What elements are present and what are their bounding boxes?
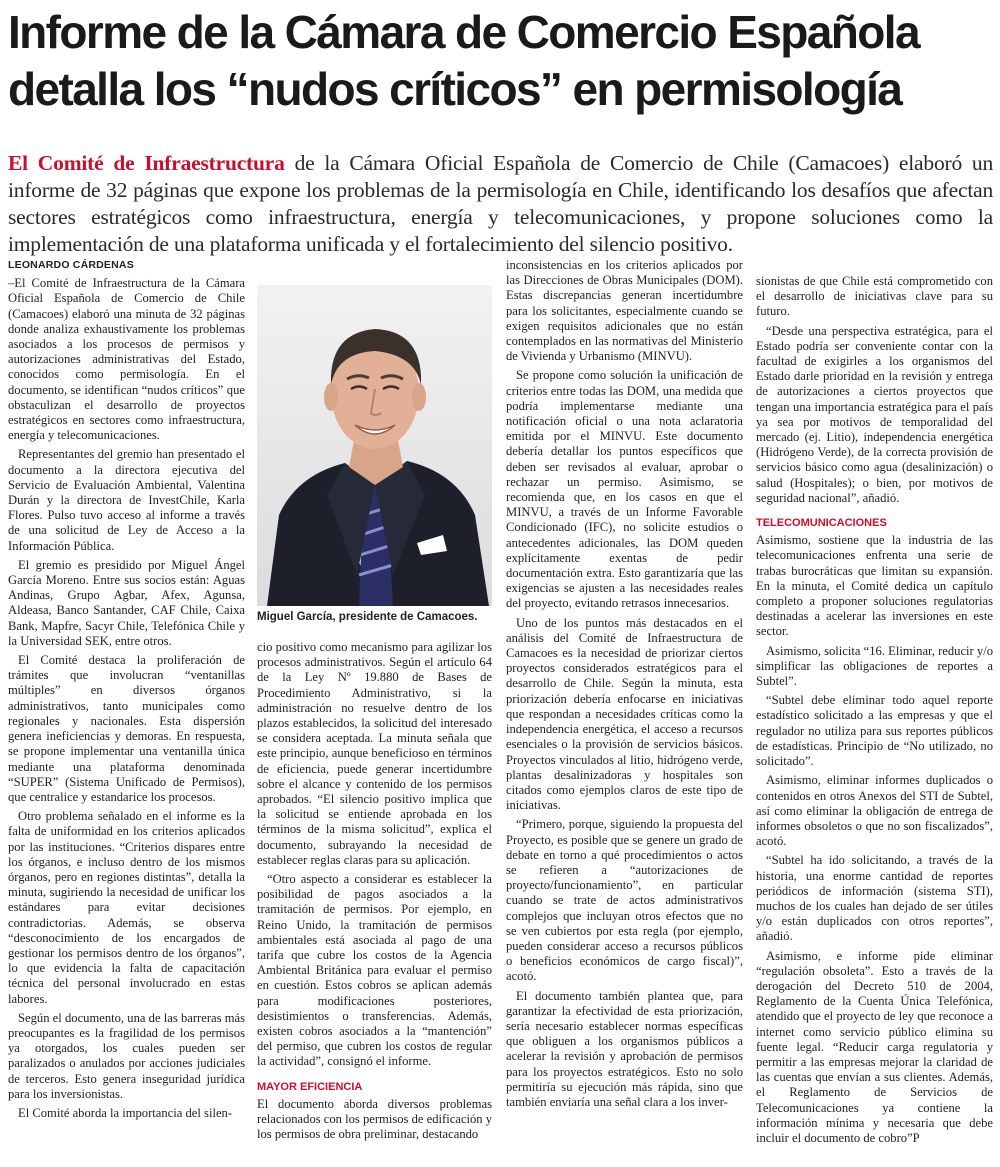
portrait-photo [257,285,492,606]
paragraph: inconsistencias en los criterios aplicados por las Direcciones de Obras Municipales (DOM). Estas discrepancias generan incertidumbre para los solicitantes, especialmente cuando se exigen requisitos adicionales que no están contemplados en las normativas del Ministerio de Vivienda y Urbanismo (MINVU). [506,258,743,364]
paragraph: El documento también plantea que, para garantizar la efectividad de esta priorización, sería necesario establecer normas específicas que obliguen a los organismos públicos a acelerar la revisión y aprobación de permisos para los proyectos estratégicos. Esto no solo permitiría su ejecución más rápida, sino que también enviaría una señal clara a los inver- [506,988,743,1109]
paragraph: Representantes del gremio han presentado el documento a la directora ejecutiva del Servicio de Evaluación Ambiental, Valentina Durán y la directora de InvestChile, Karla Flores. Pulso tuvo acceso al informe a través de una solicitud de Ley de Acceso a la Información Pública. [8,447,245,553]
column-3 [506,258,743,1114]
paragraph: cio positivo como mecanismo para agilizar los procesos administrativos. Según el artículo 64 de la Ley Nº 19.880 de Bases de Procedimiento Administrativo, si la administración no resuelve dentro de los plazos establecidos, la solicitud del interesado se considera aceptada. La minuta señala que este principio, aunque beneficioso en términos de eficiencia, puede generar incertidumbre sobre el alcance y contenido de los permisos aprobados. “El silencio positivo implica que la solicitud se entiende aprobada en los términos de la misma solicitud”, explica el documento, subrayando la necesidad de establecer reglas claras para su aplicación. [257,640,492,867]
section-heading-mayor-eficiencia: MAYOR EFICIENCIA [257,1080,363,1093]
paragraph: Según el documento, una de las barreras más preocupantes es la fragilidad de los permisos ya otorgados, los cuales pueden ser paralizados o anulados por acciones judiciales de terceros. Esto genera inseguridad jurídica para los inversionistas. [8,1010,245,1101]
paragraph: “Subtel ha ido solicitando, a través de la historia, una enorme cantidad de reportes periódicos de información (sistema STI), muchos de los cuales han dejado de ser útiles y/o están duplicados con otros reportes”, añadió. [756,853,993,944]
lead-paragraph [8,150,993,258]
paragraph: sionistas de que Chile está comprometido con el desarrollo de iniciativas clave para su futuro. [756,274,993,319]
paragraph: “Otro aspecto a considerar es establecer la posibilidad de pagos asociados a la tramitación de permisos. Por ejemplo, en Reino Unido, la tramitación de permisos ambientales está asociada al pago de una tarifa que cubre los costos de la Agencia Ambiental Británica para evaluar el permiso en cuestión. Estos cobros se aplican además para modificaciones posteriores, desistimientos o transferencias. Además, existen cobros asociados a la “mantención” del permiso, que cubren los costos de regular la actividad”, consignó el informe. [257,872,492,1069]
column-1 [8,258,245,1125]
headline-line-2: detalla los “nudos críticos” en permisología [8,63,902,115]
paragraph: Asimismo, e informe pide eliminar “regulación obsoleta”. Esto a través de la derogación del Decreto 510 de 2004, Reglamento de la Cuenta Única Telefónica, atendido que el proyecto de ley que reconoce a internet como servicio público elimina su fuente legal. “Reducir carga regulatoria y permitir a las empresas mejorar la claridad de las cuentas que envían a sus clientes. Además, el Reglamento de Servicios de Telecomunicaciones ya contiene la información mínima y necesaria que debe incluir el documento de cobro”P [756,948,993,1145]
paragraph: “Subtel debe eliminar todo aquel reporte estadístico solicitado a las empresas y que el regulador no utiliza para sus reportes públicos de estadísticas. Principio de “No utilizado, no solicitado”. [756,693,993,769]
headline [8,4,993,118]
column-2 [257,640,492,1147]
paragraph: Asimismo, eliminar informes duplicados o contenidos en otros Anexos del STI de Subtel, así como eliminar la obligación de entrega de informes obsoletos o que no son fiscalizados”, acotó. [756,773,993,849]
paragraph: El documento aborda diversos problemas relacionados con los permisos de edificación y los permisos de obra preliminar, destacando [257,1096,493,1142]
paragraph: Asimismo, solicita “16. Eliminar, reducir y/o simplificar las obligaciones de reportes a Subtel”. [756,643,993,689]
section-heading-telecomunicaciones: TELECOMUNICACIONES [756,517,887,530]
paragraph: –El Comité de Infraestructura de la Cámara Oficial Española de Comercio de Chile (Camacoes) elaboró una minuta de 32 páginas donde analiza exhaustivamente los problemas asociados a los procesos de permisos y autorizaciones administrativas del Estado, conocidos como permisología. En el documento, se identifican “nudos críticos” que obstaculizan el desarrollo de proyectos estratégicos en sectores como infraestructura, energía y telecomunicaciones. [8,276,245,443]
byline: LEONARDO CÁRDENAS [8,259,134,271]
paragraph: Asimismo, sostiene que la industria de las telecomunicaciones enfrenta una serie de trabas burocráticas que limitan su expansión. En la minuta, el Comité dedica un capítulo completo a proponer soluciones regulatorias destinadas a acelerar las inversiones en este sector. [756,533,993,639]
paragraph: Se propone como solución la unificación de criterios entre todas las DOM, una medida que podría implementarse mediante una notificación oficial o una nota aclaratoria emitida por el MINVU. Este documento debería detallar los puntos específicos que deben ser revisados al evaluar, aprobar o rechazar un permiso. Asimismo, se recomienda que, en los casos en que el MINVU, a través de un Informe Favorable Condicionado (IFC), no solicite estudios o antecedentes adicionales, las DOM queden explícitamente exentas de pedir documentación extra. Esto garantizaría que las exigencias se ajusten a las necesidades reales del proyecto, evitando retrasos innecesarios. [506,368,743,611]
paragraph: Otro problema señalado en el informe es la falta de uniformidad en los criterios aplicados por las instituciones. “Criterios dispares entre los órganos, e incluso dentro de los mismos órganos, pero en regiones distintas”, detalla la minuta, sugiriendo la necesidad de unificar los estándares para evitar decisiones contradictorias. Además, se observa “desconocimiento de los encargados de gestionar los permisos dentro de los órganos”, lo que evidencia la falta de capacitación técnica del personal involucrado en estas labores. [8,809,245,1006]
paragraph: El gremio es presidido por Miguel Ángel García Moreno. Entre sus socios están: Aguas Andinas, Grupo Agbar, Afex, Agunsa, Aldeasa, Banco Santander, CAF Chile, Caixa Bank, Mapfre, Sacyr Chile, Telefónica Chile y la Universidad SEK, entre otros. [8,557,245,648]
portrait-illustration [257,285,492,606]
paragraph: “Primero, porque, siguiendo la propuesta del Proyecto, es posible que se genere un grado de debate en torno a qué procedimientos o actos se refieren a “autorizaciones de proyecto/funcionamiento”, en particular cuando se trate de actos administrativos complejos que incluyan otros efectos que no se ven cubiertos por esta regla (por ejemplo, pueden considerar acceso a recursos públicos o beneficios económicos de cargo fiscal)”, acotó. [506,817,743,984]
paragraph: El Comité destaca la proliferación de trámites que involucran “ventanillas múltiples” en diversos órganos administrativos, tanto municipales como regionales y nacionales. Esta dispersión genera ineficiencias y demoras. En respuesta, se propone implementar una ventanilla única mediante una plataforma denominada “SUPER” (Sistema Unificado de Permisos), que centralice y estandarice los procesos. [8,653,245,804]
column-4 [756,274,993,1150]
paragraph: “Desde una perspectiva estratégica, para el Estado podría ser conveniente contar con la facultad de exigirles a los organismos del Estado darle prioridad en la revisión y entrega de autorizaciones a ciertos proyectos que tengan una importancia estratégica para el país ya sea por motivos de temporalidad del mercado (ej. Litio), independencia energética (Hidrógeno Verde), de la correcta provisión de servicios básico como agua (desalinización) o salud (Hospitales); o bien, por motivos de seguridad nacional”, añadió. [756,323,993,505]
lead-text: de la Cámara Oficial Española de Comercio de Chile (Camacoes) elaboró un informe de 32 páginas que expone los problemas de la permisología en Chile, identificando los desafíos que afectan sectores estratégicos como infraestructura, energía y telecomunicaciones, y propone soluciones como la implementación de una plataforma unificada y el fortalecimiento del silencio positivo. [8,151,993,256]
headline-line-1: Informe de la Cámara de Comercio Española [8,6,919,58]
paragraph: El Comité aborda la importancia del silen- [18,1105,233,1120]
photo-caption: Miguel García, presidente de Camacoes. [257,611,478,623]
lead-highlight: El Comité de Infraestructura [8,151,285,175]
paragraph: Uno de los puntos más destacados en el análisis del Comité de Infraestructura de Camacoes es la necesidad de priorizar ciertos proyectos considerados estratégicos para el desarrollo de Chile. Según la minuta, esta priorización debería enfocarse en iniciativas que respondan a necesidades críticas como la independencia energética, el acceso a recursos esenciales o la provisión de servicios básicos. Proyectos vinculados al litio, hidrógeno verde, plantas desalinizadoras y hospitales son citados como ejemplos claros de este tipo de iniciativas. [506,615,743,813]
